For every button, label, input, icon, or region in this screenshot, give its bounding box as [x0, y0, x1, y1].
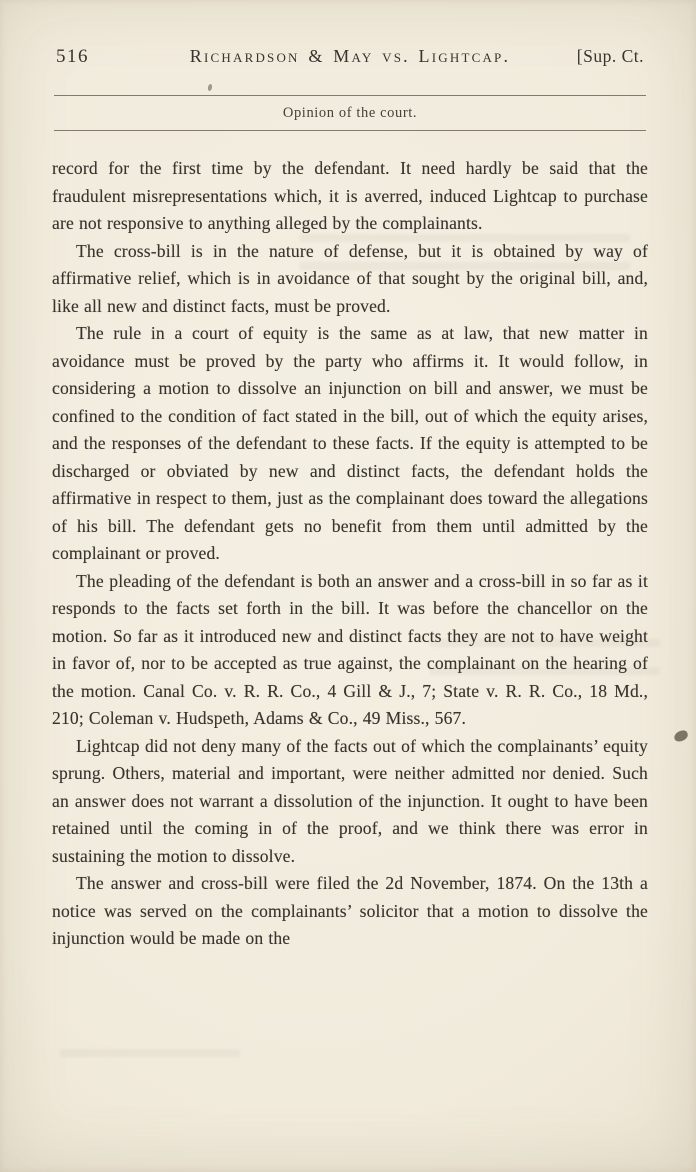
page-show-through [60, 1040, 240, 1074]
paragraph-5: Lightcap did not deny many of the facts out of which the complainants’ equity sprung. Others, material and important, were neither admitted nor denied. Such an answer does not warrant a dissolution of the injunction. It ought to have been retained until the coming in of the proof, and we think there was error in sustaining the motion to dissolve. [52, 735, 648, 866]
opinion-body [52, 155, 648, 953]
page-number: 516 [56, 46, 89, 67]
case-title: Richardson & May vs. Lightcap. [189, 46, 511, 66]
section-label: Opinion of the court. [282, 105, 418, 121]
paragraph-6: The answer and cross-bill were filed the 2d November, 1874. On the 13th a notice was served on the complainants’ solicitor that a motion to dissolve the injunction would be made on the [52, 873, 648, 948]
paragraph-3: The rule in a court of equity is the same as at law, that new matter in avoidance must be proved by the party who affirms it. It would follow, in considering a motion to dissolve an injunction on bill and answer, we must be confined to the condition of fact stated in the bill, out of which the equity arises, and the responses of the defendant to these facts. If the equity is attempted to be discharged or obviated by new and distinct facts, the defendant holds the affirmative in respect to them, just as the complainant does toward the allegations of his bill. The defendant gets no benefit from them until admitted by the complainant or proved. [52, 323, 648, 563]
paragraph-1: record for the first time by the defendant. It need hardly be said that the fraudulent misrepresentations which, it is averred, induced Lightcap to purchase are not responsive to anything alleged by the complainants. [52, 158, 648, 233]
ink-fleck [207, 84, 212, 92]
header-rule-top [54, 95, 646, 96]
running-head [52, 46, 648, 68]
paragraph-2: The cross-bill is in the nature of defense, but it is obtained by way of affirmative relief, which is in avoidance of that sought by the original bill, and, like all new and distinct facts, must be proved. [52, 240, 648, 316]
court-citation: [Sup. Ct. [576, 46, 644, 66]
paragraph-4: The pleading of the defendant is both an answer and a cross-bill in so far as it responds to the facts set forth in the bill. It was before the chancellor on the motion. So far as it introduced new and distinct facts they are not to have weight in favor of, nor to be accepted as true against, the complainant on the hearing of the motion. Canal Co. v. R. R. Co., 4 Gill & J., 7; State v. R. R. Co., 18 Md., 210; Coleman v. Hudspeth, Adams & Co., 49 Miss., 567. [52, 570, 648, 728]
header-rule-bottom [54, 130, 646, 131]
ink-smudge [673, 729, 689, 743]
